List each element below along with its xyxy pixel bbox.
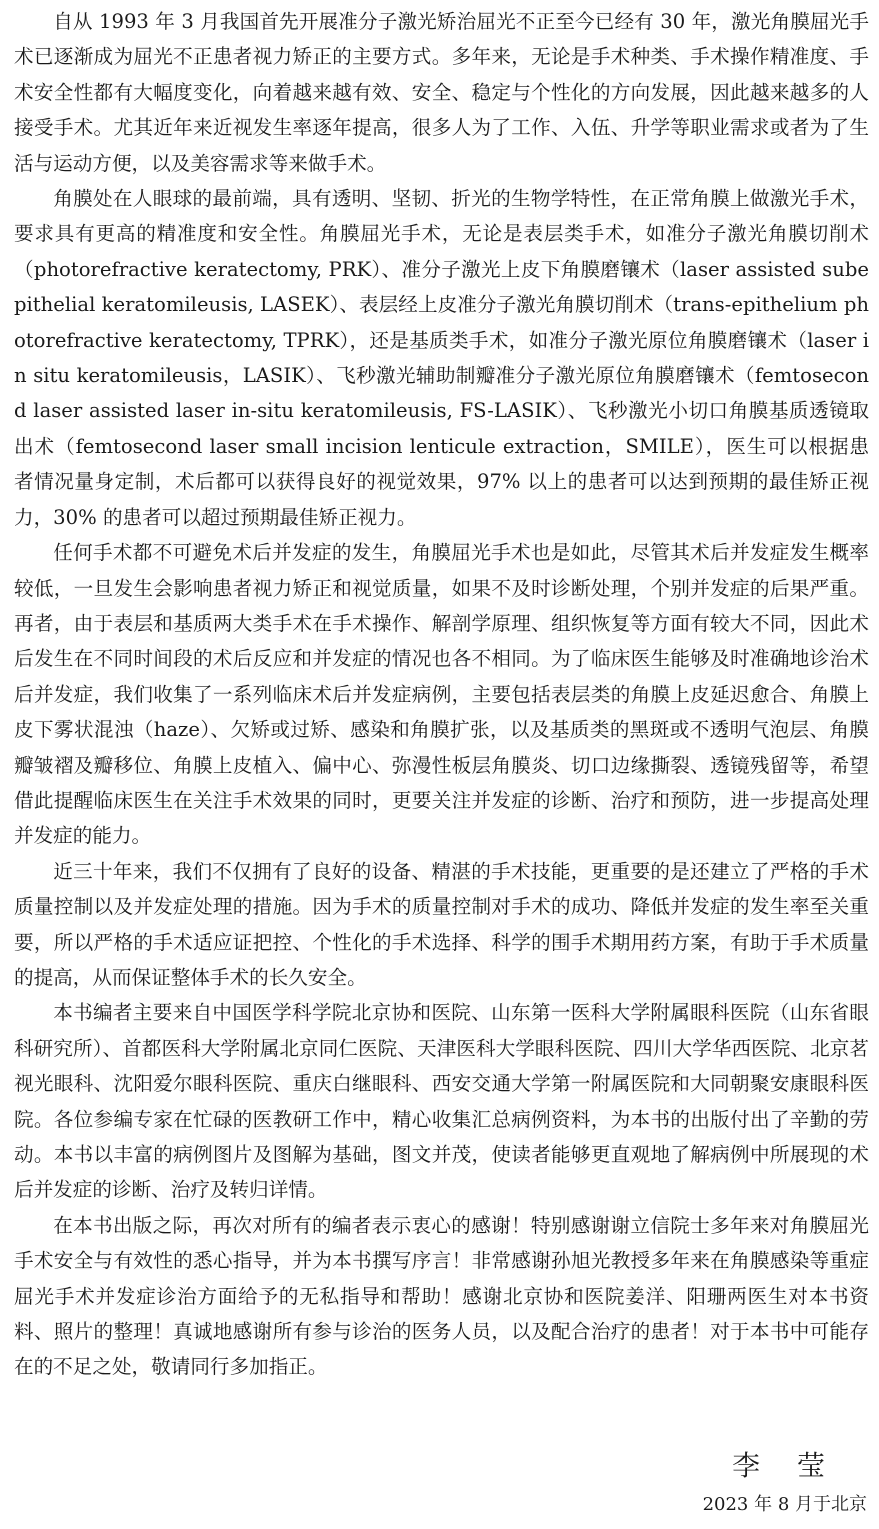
preface-paragraph-6: 在本书出版之际，再次对所有的编者表示衷心的感谢！特别感谢谢立信院士多年来对角膜屈光手术安全与有效性的悉心指导，并为本书撰写序言！非常感谢孙旭光教授多年来在角膜感染等重症屈光手术并发症诊治方面给予的无私指导和帮助！感谢北京协和医院姜洋、阳珊两医生对本书资料、照片的整理！真诚地感谢所有参与诊治的医务人员，以及配合治疗的患者！对于本书中可能存在的不足之处，敬请同行多加指正。	[14, 1213, 869, 1379]
preface-paragraph-2: 角膜处在人眼球的最前端，具有透明、坚韧、折光的生物学特性，在正常角膜上做激光手术，要求具有更高的精准度和安全性。角膜屈光手术，无论是表层类手术，如准分子激光角膜切削术（photorefractive keratectomy, PRK）、准分子激光上皮下角膜磨镶术（laser assisted subepithelial keratomileusis, LASEK）、表层经上皮准分子激光角膜切削术（trans-epithelium photorefractive keratectomy, TPRK），还是基质类手术，如准分子激光原位角膜磨镶术（laser in situ keratomileusis，LASIK）、飞秒激光辅助制瓣准分子激光原位角膜磨镶术（femtosecond laser assisted laser in-situ keratomileusis, FS-LASIK）、飞秒激光小切口角膜基质透镜取出术（femtosecond laser small incision lenticule extraction，SMILE），医生可以根据患者情况量身定制，术后都可以获得良好的视觉效果，97% 以上的患者可以达到预期的最佳矫正视力，30% 的患者可以超过预期最佳矫正视力。	[14, 187, 869, 529]
preface-paragraph-3: 任何手术都不可避免术后并发症的发生，角膜屈光手术也是如此，尽管其术后并发症发生概率较低，一旦发生会影响患者视力矫正和视觉质量，如果不及时诊断处理，个别并发症的后果严重。再者，由于表层和基质两大类手术在手术操作、解剖学原理、组织恢复等方面有较大不同，因此术后发生在不同时间段的术后反应和并发症的情况也各不相同。为了临床医生能够及时准确地诊治术后并发症，我们收集了一系列临床术后并发症病例，主要包括表层类的角膜上皮延迟愈合、角膜上皮下雾状混浊（haze）、欠矫或过矫、感染和角膜扩张，以及基质类的黑斑或不透明气泡层、角膜瓣皱褶及瓣移位、角膜上皮植入、偏中心、弥漫性板层角膜炎、切口边缘撕裂、透镜残留等，希望借此提醒临床医生在关注手术效果的同时，更要关注并发症的诊断、治疗和预防，进一步提高处理并发症的能力。	[14, 541, 869, 848]
preface-paragraph-4: 近三十年来，我们不仅拥有了良好的设备、精湛的手术技能，更重要的是还建立了严格的手术质量控制以及并发症处理的措施。因为手术的质量控制对手术的成功、降低并发症的发生率至关重要，所以严格的手术适应证把控、个性化的手术选择、科学的围手术期用药方案，有助于手术质量的提高，从而保证整体手术的长久安全。	[14, 859, 869, 989]
signature-date-place: 2023 年 8 月于北京	[702, 1494, 867, 1515]
preface-paragraph-1: 自从 1993 年 3 月我国首先开展准分子激光矫治屈光不正至今已经有 30 年，激光角膜屈光手术已逐渐成为屈光不正患者视力矫正的主要方式。多年来，无论是手术种类、手术操作精准度、手术安全性都有大幅度变化，向着越来越有效、安全、稳定与个性化的方向发展，因此越来越多的人接受手术。尤其近年来近视发生率逐年提高，很多人为了工作、入伍、升学等职业需求或者为了生活与运动方便，以及美容需求等来做手术。	[14, 10, 869, 175]
preface-body	[14, 4, 869, 1385]
author-signature: 李 莹	[732, 1449, 839, 1482]
preface-paragraph-5: 本书编者主要来自中国医学科学院北京协和医院、山东第一医科大学附属眼科医院（山东省眼科研究所）、首都医科大学附属北京同仁医院、天津医科大学眼科医院、四川大学华西医院、北京茗视光眼科、沈阳爱尔眼科医院、重庆白继眼科、西安交通大学第一附属医院和大同朝聚安康眼科医院。各位参编专家在忙碌的医教研工作中，精心收集汇总病例资料，为本书的出版付出了辛勤的劳动。本书以丰富的病例图片及图解为基础，图文并茂，使读者能够更直观地了解病例中所展现的术后并发症的诊断、治疗及转归详情。	[14, 1001, 869, 1202]
